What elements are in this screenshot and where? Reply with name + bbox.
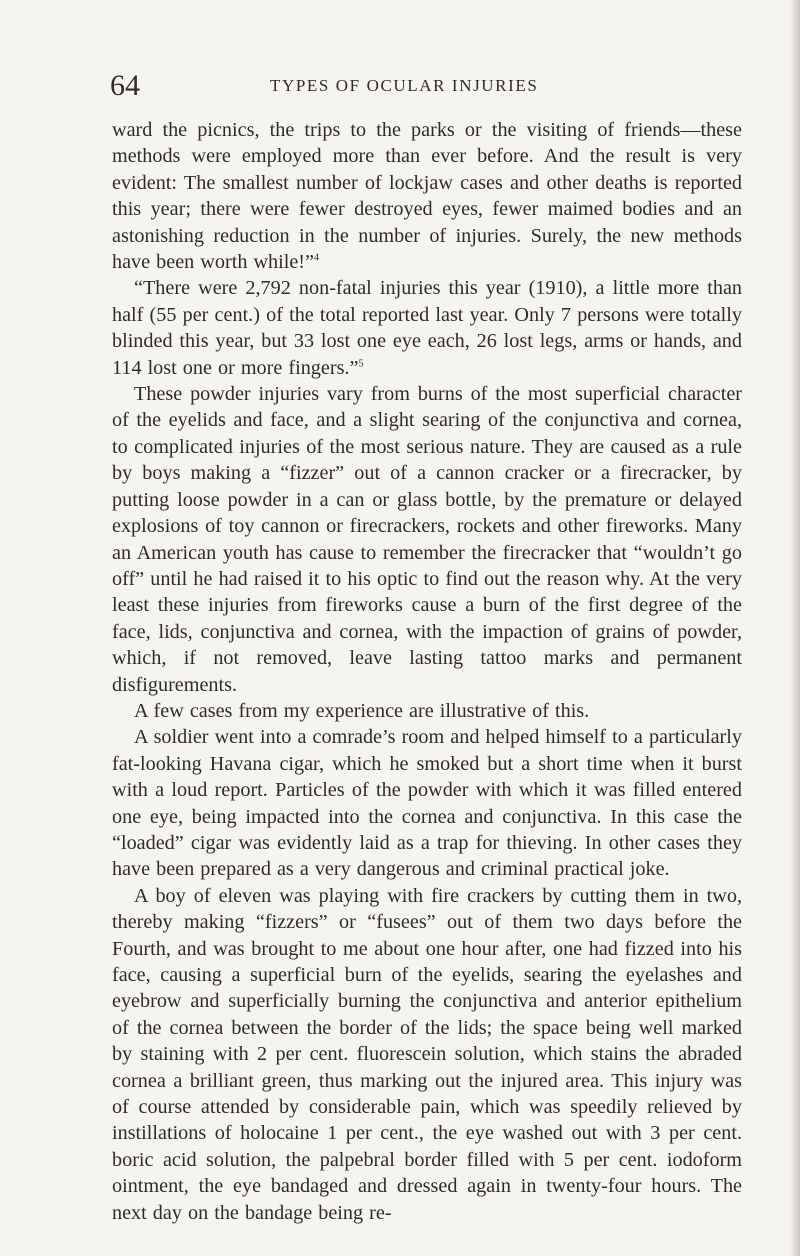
paragraph: These powder injuries vary from burns of the most superficial character of the eyelids and face, and a slight searing of the conjunctiva and cornea, to complicated injuries of the most serious nature. They are caused as a rule by boys making a “fizzer” out of a cannon cracker or a firecracker, by putting loose powder in a can or glass bottle, by the premature or delayed explosions of toy cannon or firecrackers, rockets and other fireworks. Many an American youth has cause to remember the firecracker that “wouldn’t go off” until he had raised it to his optic to find out the reason why. At the very least these injuries from fireworks cause a burn of the first degree of the face, lids, conjunctiva and cornea, with the impaction of grains of powder, which, if not removed, leave lasting tattoo marks and permanent disfigurements. (112, 383, 742, 696)
body-text (112, 117, 742, 1226)
page-edge-shadow (790, 0, 800, 1256)
paragraph: A few cases from my experience are illustrative of this. (134, 699, 590, 722)
paragraph (112, 275, 742, 381)
paragraph-text: ward the picnics, the trips to the parks or the visiting of friends—these methods were employed more than ever before. And the result is very evident: The smallest number of lockjaw cases and other deaths is reported this year; there were fewer destroyed eyes, fewer maimed bodies and an astonishing reduction in the number of injuries. Surely, the new methods have been worth while!” (112, 119, 742, 274)
paragraph: A soldier went into a comrade’s room and helped himself to a particularly fat-looking Havana cigar, which he smoked but a short time when it burst with a loud report. Particles of the powder with which it was filled entered one eye, being impacted into the cornea and conjunctiva. In this case the “loaded” cigar was evidently laid as a trap for thieving. In other cases they have been prepared as a very dangerous and criminal practical joke. (112, 726, 742, 881)
footnote-ref: 5 (358, 357, 364, 369)
page-header (110, 66, 750, 106)
footnote-ref: 4 (314, 252, 319, 264)
paragraph: A boy of eleven was playing with fire crackers by cutting them in two, thereby making “fizzers” or “fusees” out of them two days before the Fourth, and was brought to me about one hour after, one had fizzed into his face, causing a superficial burn of the eyelids, searing the eyelashes and eyebrow and superficially burning the conjunctiva and anterior epithelium of the cornea between the border of the lids; the space being well marked by staining with 2 per cent. fluorescein solution, which stains the abraded cornea a brilliant green, thus marking out the injured area. This injury was of course attended by considerable pain, which was speedily relieved by instillations of holocaine 1 per cent., the eye washed out with 3 per cent. boric acid solution, the palpebral border filled with 5 per cent. iodoform ointment, the eye bandaged and dressed again in twenty-four hours. The next day on the bandage being re- (112, 884, 742, 1224)
running-title: TYPES OF OCULAR INJURIES (270, 76, 539, 95)
page-number: 64 (110, 69, 140, 102)
paragraph (112, 117, 742, 275)
paragraph-text: “There were 2,792 non-fatal injuries this year (1910), a little more than half (55 per cent.) of the total reported last year. Only 7 persons were totally blinded this year, but 33 lost one eye each, 26 lost legs, arms or hands, and 114 lost one or more fingers.” (112, 277, 742, 379)
